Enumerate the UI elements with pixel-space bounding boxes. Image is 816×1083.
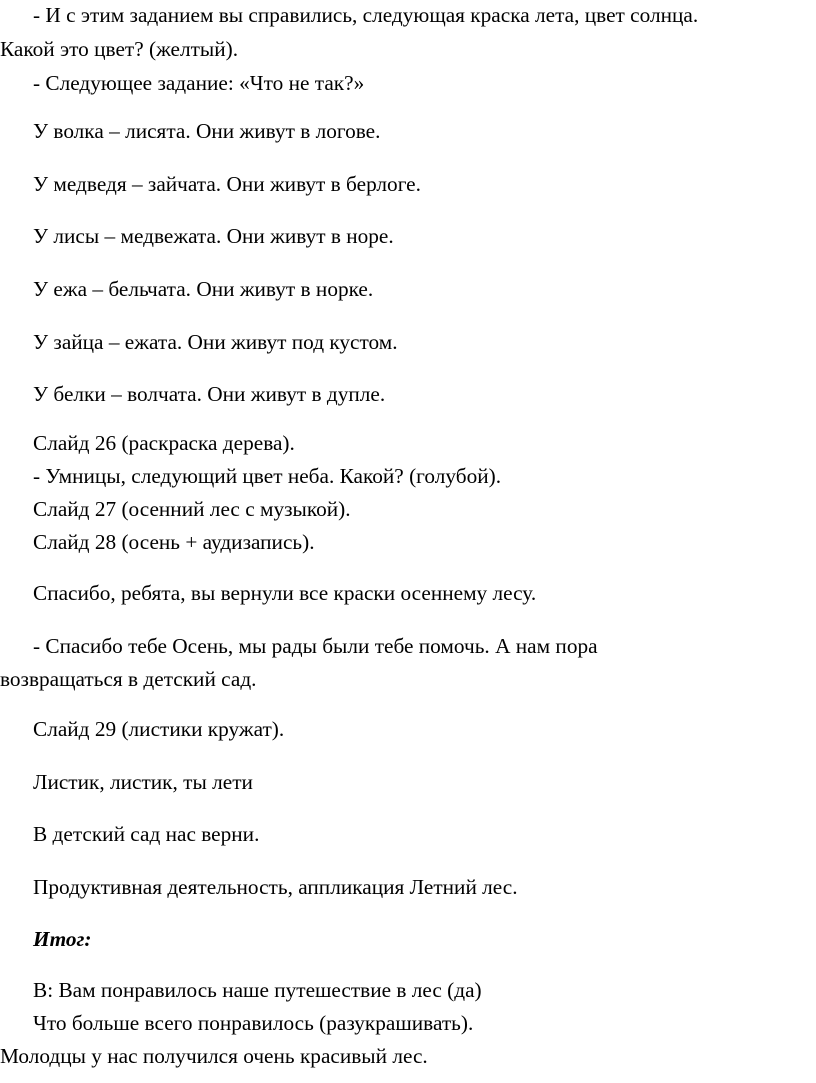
section-heading: Итог:: [33, 927, 92, 951]
paragraph-line: Слайд 26 (раскраска дерева).: [33, 431, 295, 455]
paragraph-line: Какой это цвет? (желтый).: [0, 37, 239, 61]
poem-line: Листик, листик, ты лети: [33, 770, 253, 794]
paragraph-line: Слайд 29 (листики кружат).: [33, 717, 285, 741]
paragraph-line: Слайд 28 (осень + аудизапись).: [33, 530, 315, 554]
paragraph-line: - Умницы, следующий цвет неба. Какой? (голубой).: [33, 464, 502, 488]
paragraph-line: возвращаться в детский сад.: [0, 667, 257, 691]
paragraph-line: Слайд 27 (осенний лес с музыкой).: [33, 497, 351, 521]
poem-line: В детский сад нас верни.: [33, 822, 260, 846]
list-item: У зайца – ежата. Они живут под кустом.: [33, 330, 398, 354]
paragraph-line: Спасибо, ребята, вы вернули все краски осеннему лесу.: [33, 581, 537, 605]
paragraph-line: - Спасибо тебе Осень, мы рады были тебе помочь. А нам пора: [33, 634, 598, 658]
paragraph-line: Что больше всего понравилось (разукрашивать).: [33, 1011, 474, 1035]
list-item: У медведя – зайчата. Они живут в берлоге.: [33, 172, 421, 196]
list-item: У ежа – бельчата. Они живут в норке.: [33, 277, 374, 301]
paragraph-line: В: Вам понравилось наше путешествие в лес (да): [33, 978, 482, 1002]
paragraph-line: Продуктивная деятельность, аппликация Летний лес.: [33, 875, 518, 899]
paragraph-line: - И с этим заданием вы справились, следующая краска лета, цвет солнца.: [33, 3, 699, 27]
paragraph-line: Молодцы у нас получился очень красивый лес.: [0, 1044, 428, 1068]
list-item: У лисы – медвежата. Они живут в норе.: [33, 224, 394, 248]
list-item: У белки – волчата. Они живут в дупле.: [33, 382, 386, 406]
list-item: У волка – лисята. Они живут в логове.: [33, 119, 381, 143]
paragraph-line: - Следующее задание: «Что не так?»: [33, 71, 365, 95]
